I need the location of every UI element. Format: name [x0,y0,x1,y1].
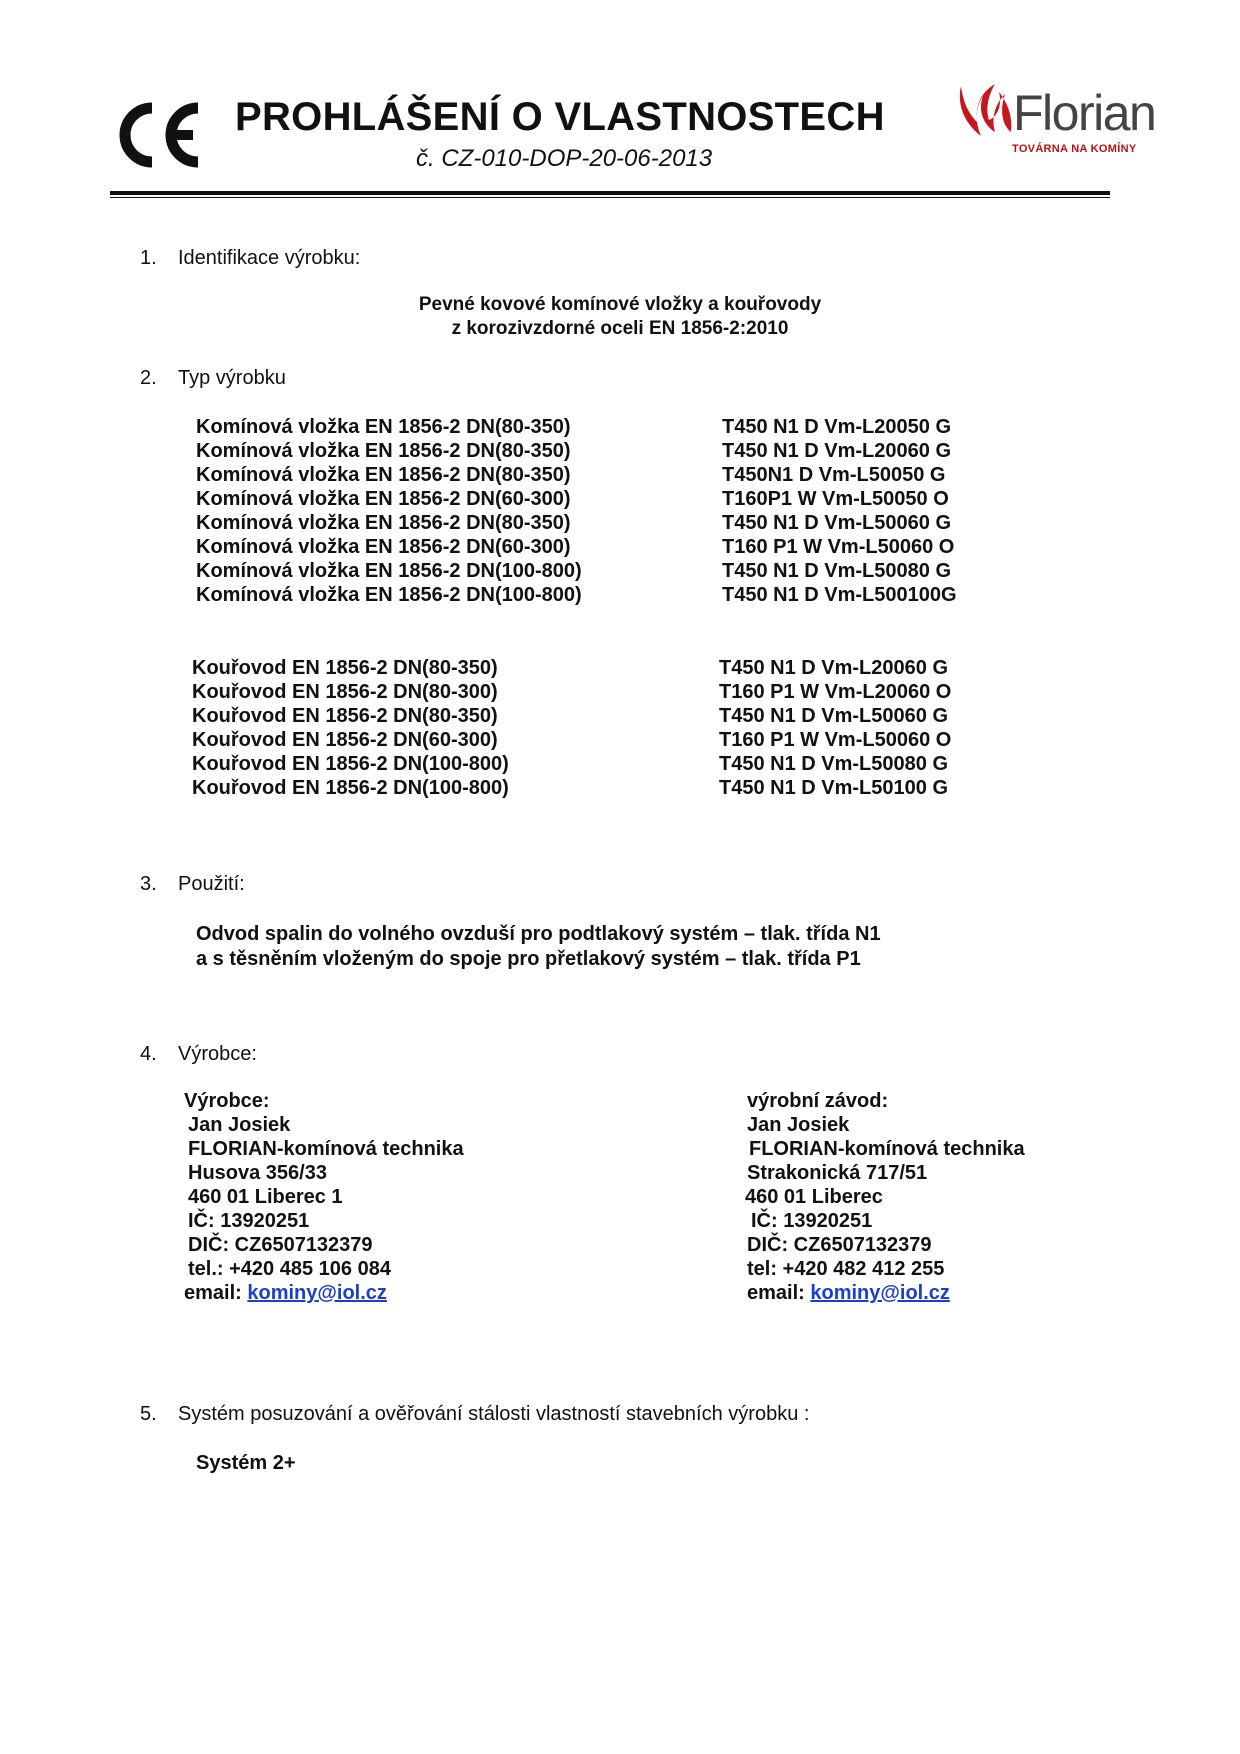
manufacturer-company: FLORIAN-komínová technika [188,1138,464,1160]
liner-code: T160P1 W Vm-L50050 O [722,488,949,510]
flue-name: Kouřovod EN 1856-2 DN(80-350) [192,705,498,727]
liner-codes-column [722,415,957,607]
liner-name: Komínová vložka EN 1856-2 DN(80-350) [196,464,571,486]
section-label: Identifikace výrobku: [178,247,361,269]
plant-company: FLORIAN-komínová technika [749,1138,1025,1160]
manufacturer-heading: Výrobce: [184,1090,270,1112]
liner-code: T450N1 D Vm-L50050 G [722,464,946,486]
section-number: 5. [140,1403,157,1425]
plant-email-link[interactable]: kominy@iol.cz [810,1282,950,1304]
plant-email-row [747,1281,1025,1305]
liner-name: Komínová vložka EN 1856-2 DN(80-350) [196,440,571,462]
flue-code: T450 N1 D Vm-L50100 G [719,777,948,799]
section-number: 1. [140,247,157,269]
system-value: Systém 2+ [196,1452,296,1474]
header-rule [110,191,1110,195]
header-rule-thin [110,197,1110,198]
manufacturer-city: 460 01 Liberec 1 [188,1186,343,1208]
plant-name: Jan Josiek [747,1114,850,1136]
plant-street: Strakonická 717/51 [747,1162,928,1184]
liner-code: T450 N1 D Vm-L50060 G [722,512,951,534]
usage-line-1: Odvod spalin do volného ovzduší pro podtlakový systém – tlak. třída N1 [196,923,881,945]
liner-code: T450 N1 D Vm-L500100G [722,584,957,606]
logo-wordmark: Florian [1013,85,1156,141]
manufacturer-email-link[interactable]: kominy@iol.cz [247,1282,387,1304]
usage-text [196,922,881,972]
liner-name: Komínová vložka EN 1856-2 DN(80-350) [196,512,571,534]
email-label: email: [747,1282,811,1304]
liner-name: Komínová vložka EN 1856-2 DN(60-300) [196,536,571,558]
flue-code: T450 N1 D Vm-L50080 G [719,753,948,775]
liner-name: Komínová vložka EN 1856-2 DN(100-800) [196,560,582,582]
flame-logo-icon [955,82,1015,148]
liner-name: Komínová vložka EN 1856-2 DN(60-300) [196,488,571,510]
liner-name: Komínová vložka EN 1856-2 DN(80-350) [196,416,571,438]
flue-code: T450 N1 D Vm-L50060 G [719,705,948,727]
manufacturer-email-row [184,1281,464,1305]
manufacturer-street: Husova 356/33 [188,1162,327,1184]
flue-code: T160 P1 W Vm-L20060 O [719,681,952,703]
flue-name: Kouřovod EN 1856-2 DN(80-300) [192,681,498,703]
manufacturer-tel: tel.: +420 485 106 084 [188,1258,391,1280]
usage-line-2: a s těsněním vloženým do spoje pro přetlakový systém – tlak. třída P1 [196,948,861,970]
flue-code: T450 N1 D Vm-L20060 G [719,657,948,679]
section-label: Použití: [178,873,245,895]
product-identification-line-2: z korozivzdorné oceli EN 1856-2:2010 [451,318,789,339]
manufacturer-dic: DIČ: CZ6507132379 [188,1234,373,1256]
section-number: 2. [140,367,157,389]
document-number: č. CZ-010-DOP-20-06-2013 [416,145,713,172]
section-label: Výrobce: [178,1043,257,1065]
product-identification-line-1: Pevné kovové komínové vložky a kouřovody [418,294,822,315]
plant-ic: IČ: 13920251 [751,1210,873,1232]
flue-code: T160 P1 W Vm-L50060 O [719,729,952,751]
plant-city: 460 01 Liberec [745,1186,883,1208]
section-number: 3. [140,873,157,895]
manufacturer-address [184,1089,464,1305]
email-label: email: [184,1282,248,1304]
section-label: Typ výrobku [178,367,286,389]
ce-mark-icon [112,100,204,170]
liner-code: T160 P1 W Vm-L50060 O [722,536,955,558]
liner-names-column [196,415,582,607]
section-number: 4. [140,1043,157,1065]
flue-name: Kouřovod EN 1856-2 DN(100-800) [192,753,509,775]
manufacturer-name: Jan Josiek [188,1114,291,1136]
logo-tagline: TOVÁRNA NA KOMÍNY [1012,143,1137,155]
manufacturer-ic: IČ: 13920251 [188,1210,310,1232]
liner-code: T450 N1 D Vm-L50080 G [722,560,951,582]
plant-heading: výrobní závod: [747,1090,889,1112]
section-label: Systém posuzování a ověřování stálosti vlastností stavebních výrobku : [178,1403,810,1425]
flue-name: Kouřovod EN 1856-2 DN(60-300) [192,729,498,751]
plant-tel: tel: +420 482 412 255 [747,1258,945,1280]
plant-dic: DIČ: CZ6507132379 [747,1234,932,1256]
plant-address [747,1089,1025,1305]
liner-code: T450 N1 D Vm-L20060 G [722,440,951,462]
flue-codes-column [719,656,951,800]
flue-name: Kouřovod EN 1856-2 DN(100-800) [192,777,509,799]
flue-names-column [192,656,509,800]
flue-name: Kouřovod EN 1856-2 DN(80-350) [192,657,498,679]
liner-name: Komínová vložka EN 1856-2 DN(100-800) [196,584,582,606]
liner-code: T450 N1 D Vm-L20050 G [722,416,951,438]
document-title: PROHLÁŠENÍ O VLASTNOSTECH [235,95,885,139]
